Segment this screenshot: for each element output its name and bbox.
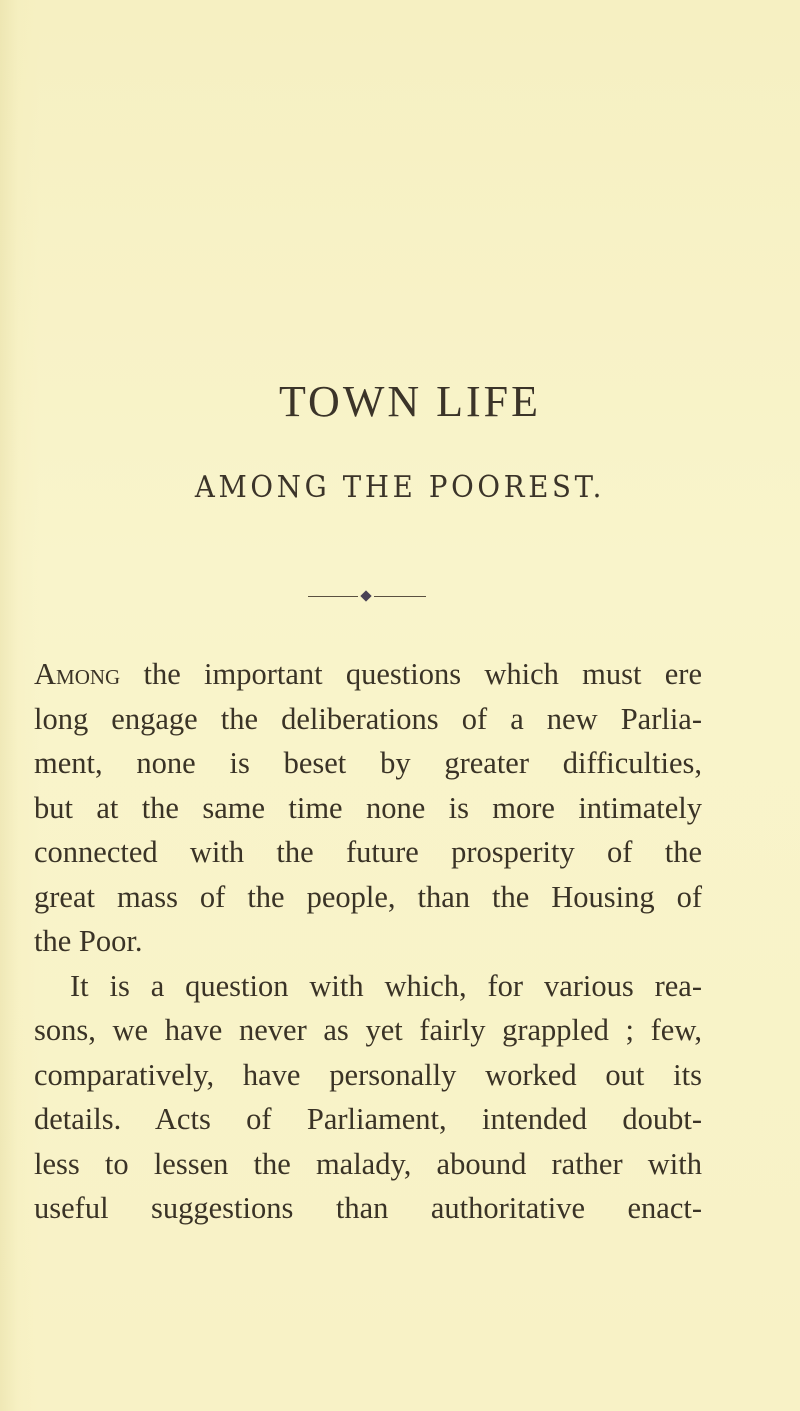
text-line: useful suggestions than authoritative enact- — [34, 1191, 702, 1225]
paragraph-2 — [34, 964, 702, 1231]
body-text — [34, 652, 702, 1231]
ornament-rule-right — [374, 596, 426, 597]
ornament-rule-left — [308, 596, 358, 597]
text-line: the Poor. — [34, 924, 143, 958]
paragraph-1 — [34, 652, 702, 964]
page-title: TOWN LIFE — [278, 377, 542, 426]
text-line: long engage the deliberations of a new Parlia- — [34, 701, 702, 736]
text-line: less to lessen the malady, abound rather with — [34, 1146, 702, 1181]
text-line: connected with the future prosperity of the — [34, 835, 702, 869]
diamond-ornament-icon — [360, 590, 371, 601]
text-line: sons, we have never as yet fairly grappled ; few, — [34, 1013, 702, 1047]
section-ornament — [308, 590, 426, 604]
text-line: ment, none is beset by greater difficulties, — [34, 746, 702, 780]
text-line: great mass of the people, than the Housing of — [34, 879, 702, 914]
text-line: comparatively, have personally worked out its — [34, 1057, 702, 1092]
page-subtitle: AMONG THE POOREST. — [194, 470, 606, 505]
text-line: details. Acts of Parliament, intended doubt- — [34, 1102, 702, 1136]
text-line: but at the same time none is more intimately — [34, 790, 702, 825]
lead-in-smallcaps: Among — [34, 657, 121, 691]
text-line — [34, 652, 702, 697]
text-line-content: the important questions which must ere — [120, 657, 702, 691]
text-line: It is a question with which, for various rea- — [70, 968, 702, 1003]
